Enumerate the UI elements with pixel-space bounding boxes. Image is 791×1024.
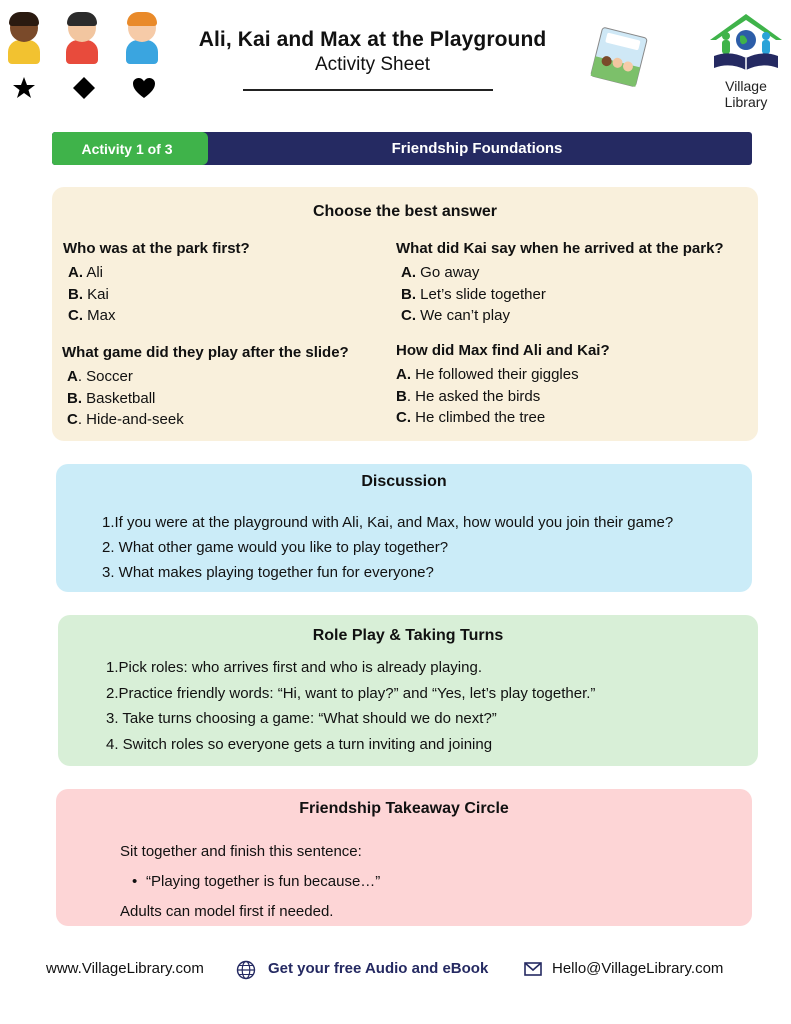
page-title: Ali, Kai and Max at the Playground <box>198 28 547 51</box>
roleplay-heading: Role Play & Taking Turns <box>312 627 504 644</box>
footer-email-link[interactable]: Hello@VillageLibrary.com <box>552 960 724 977</box>
ali-avatar <box>6 14 42 68</box>
heart-icon <box>132 76 156 100</box>
question-text: How did Max find Ali and Kai? <box>396 342 610 359</box>
quiz-heading: Choose the best answer <box>312 203 498 220</box>
takeaway-note: Adults can model first if needed. <box>120 903 334 920</box>
discussion-list <box>102 510 673 585</box>
activity-bar <box>52 132 752 165</box>
answer-option: A. Go away <box>401 264 480 281</box>
logo-text <box>700 78 791 110</box>
discussion-heading: Discussion <box>361 473 447 490</box>
question-3 <box>62 344 349 431</box>
question-2 <box>396 240 724 327</box>
activity-tab-label: Activity 1 of 3 <box>81 140 173 157</box>
answer-option: B. He asked the birds <box>396 387 541 405</box>
question-text: Who was at the park first? <box>63 240 250 257</box>
title-divider <box>243 89 493 91</box>
logo-line-2: Library <box>724 94 768 110</box>
answer-option: B. Basketball <box>67 389 156 407</box>
answer-option: A. He followed their giggles <box>396 366 579 383</box>
list-item: 2.Practice friendly words: “Hi, want to play?” and “Yes, let’s play together.” <box>106 684 596 702</box>
takeaway-bullet: • “Playing together is fun because…” <box>120 867 380 897</box>
list-item: 1.If you were at the playground with Ali, Kai, and Max, how would you join their game? <box>102 514 674 531</box>
answer-option: B. Let’s slide together <box>401 285 546 303</box>
list-item: 1.Pick roles: who arrives first and who is already playing. <box>106 659 482 676</box>
footer <box>0 958 791 982</box>
discussion-section <box>56 464 752 592</box>
library-house-icon <box>700 10 791 78</box>
max-avatar <box>124 14 160 68</box>
question-1 <box>63 240 250 327</box>
answer-option: C. Hide-and-seek <box>67 411 184 428</box>
question-4 <box>396 342 610 429</box>
logo-line-1: Village <box>725 78 767 94</box>
character-illustrations <box>0 14 170 104</box>
answer-option: C. We can’t play <box>401 307 510 324</box>
question-text: What did Kai say when he arrived at the park? <box>396 240 724 257</box>
book-cover-icon <box>584 26 654 88</box>
roleplay-section <box>58 615 758 766</box>
village-library-logo <box>700 10 791 116</box>
takeaway-body <box>120 837 380 927</box>
answer-option: A. Soccer <box>67 368 133 385</box>
takeaway-heading: Friendship Takeaway Circle <box>299 800 509 817</box>
page-subtitle: Activity Sheet <box>314 54 431 75</box>
activity-tab <box>52 132 202 165</box>
answer-option: C. He climbed the tree <box>396 409 546 426</box>
star-icon <box>12 76 36 100</box>
list-item: 3. What makes playing together fun for everyone? <box>102 564 434 581</box>
kai-avatar <box>64 14 100 68</box>
footer-website-link[interactable]: www.VillageLibrary.com <box>46 960 204 977</box>
roleplay-list <box>106 655 595 757</box>
quiz-section <box>52 187 758 441</box>
list-item: 4. Switch roles so everyone gets a turn inviting and joining <box>106 735 493 753</box>
globe-icon <box>236 960 256 980</box>
mail-icon <box>524 962 542 976</box>
answer-option: B. Kai <box>68 285 109 303</box>
takeaway-section <box>56 789 752 926</box>
list-item: 3. Take turns choosing a game: “What should we do next?” <box>106 710 497 727</box>
question-text: What game did they play after the slide? <box>62 344 349 361</box>
activity-title: Friendship Foundations <box>391 140 563 157</box>
answer-option: C. Max <box>68 307 116 324</box>
free-audio-ebook-link[interactable]: Get your free Audio and eBook <box>268 960 489 977</box>
diamond-icon <box>72 76 96 100</box>
list-item: 2. What other game would you like to play together? <box>102 539 449 556</box>
answer-option: A. Ali <box>68 264 104 281</box>
header-titles <box>175 28 570 76</box>
takeaway-intro: Sit together and finish this sentence: <box>120 843 362 860</box>
